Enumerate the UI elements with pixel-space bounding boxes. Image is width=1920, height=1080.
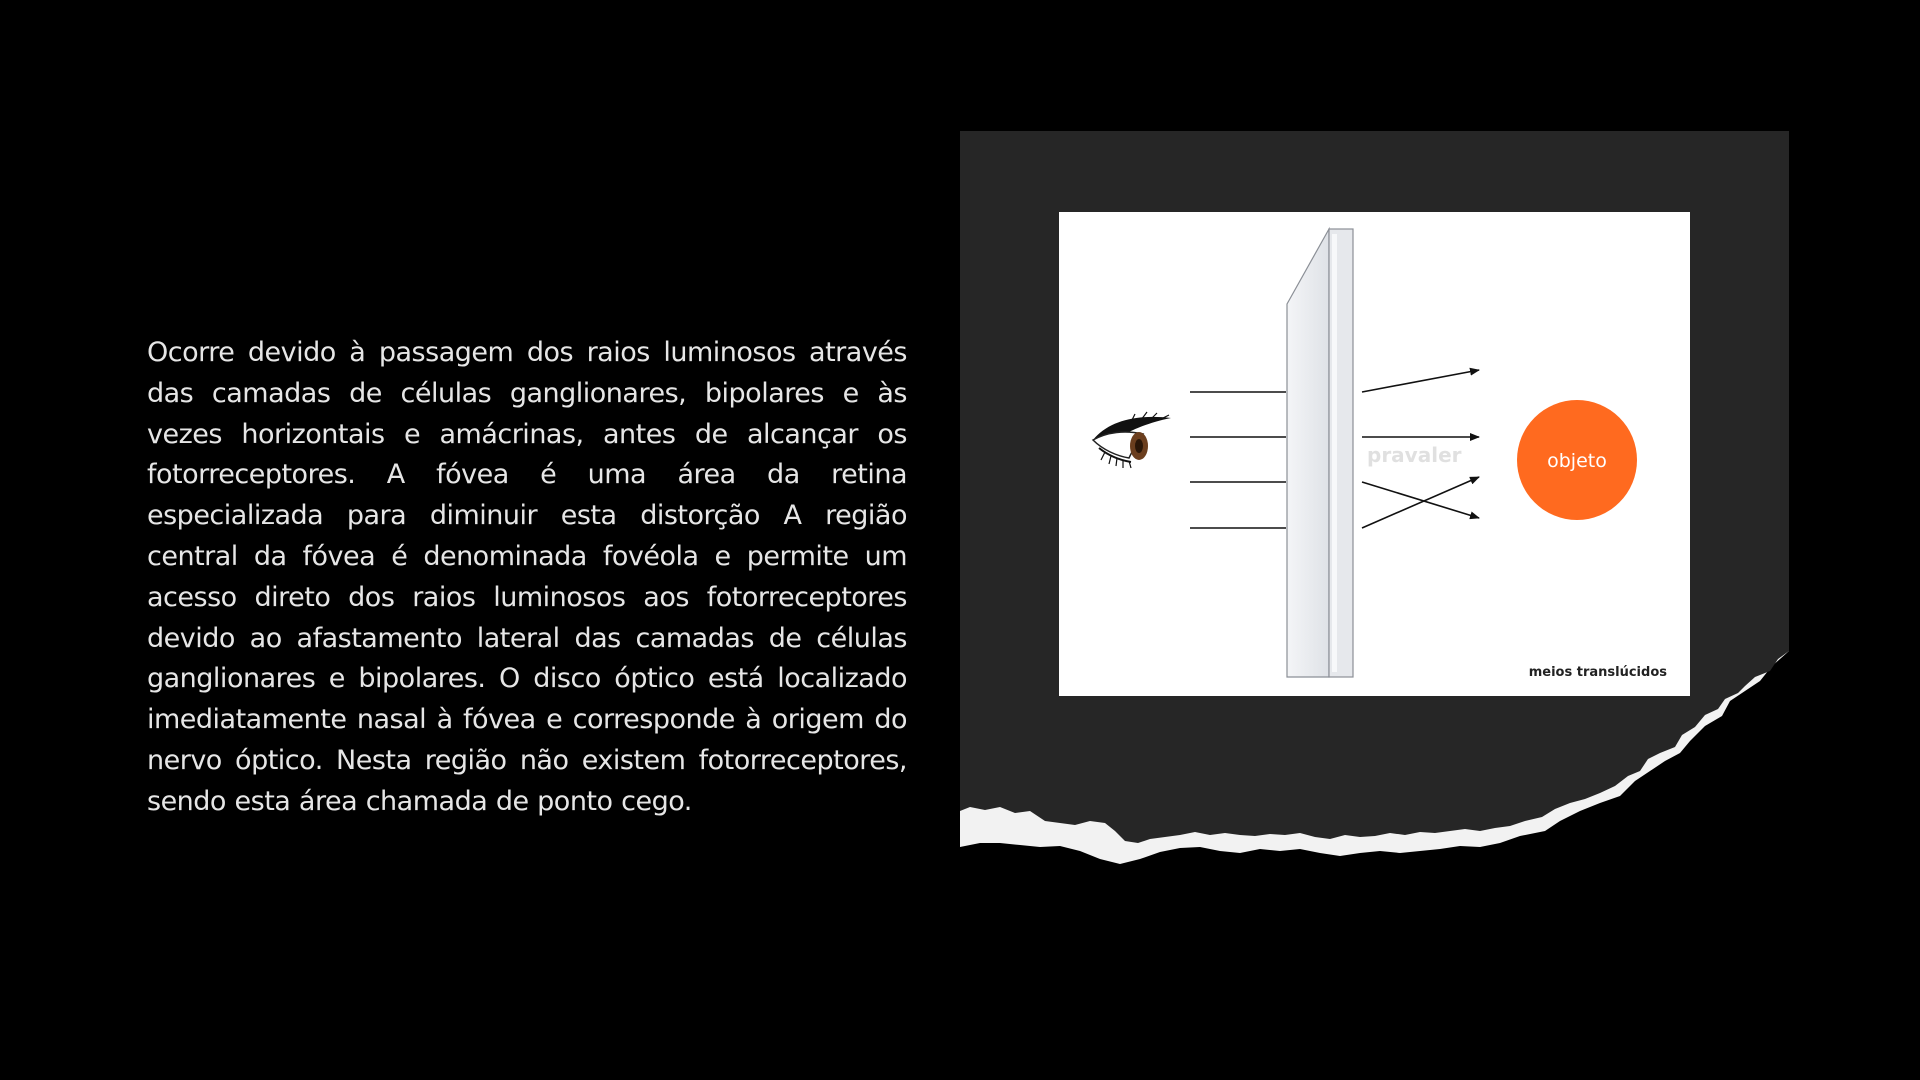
outgoing-ray-1 — [1362, 370, 1479, 392]
watermark-text: pravaler — [1367, 443, 1462, 467]
translucent-glass-slab — [1286, 228, 1353, 678]
object-label: objeto — [1547, 450, 1607, 472]
figure-caption: meios translúcidos — [1528, 665, 1667, 680]
outgoing-ray-3 — [1362, 482, 1479, 518]
eye-icon — [1093, 412, 1171, 468]
translucent-media-figure — [1059, 212, 1690, 696]
outgoing-ray-4 — [1362, 477, 1479, 528]
body-paragraph: Ocorre devido à passagem dos raios luminosos através das camadas de células ganglionares, bipolares e às vezes horizontais e amácrinas, antes de alcançar os fotorreceptores. A fóvea é uma área da retina especializada para diminuir esta distorção A região central da fóvea é denominada fovéola e permite um acesso direto dos raios luminosos aos fotorreceptores devido ao afastamento lateral das camadas de células ganglionares e bipolares. O disco óptico está localizado imediatamente nasal à fóvea e corresponde à origem do nervo óptico. Nesta região não existem fotorreceptores, sendo esta área chamada de ponto cego. — [147, 337, 907, 817]
